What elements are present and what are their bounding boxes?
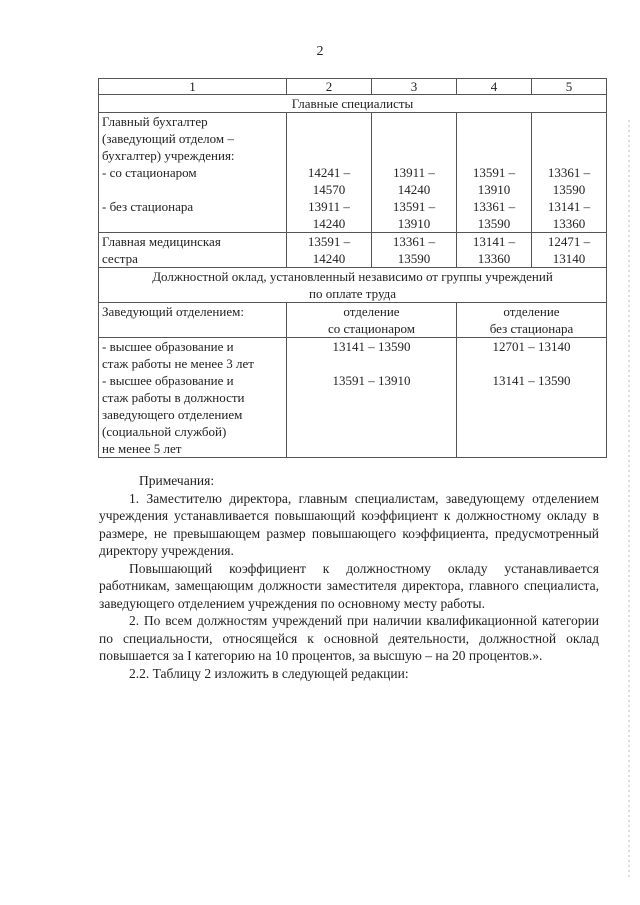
column-header-without-hospital: отделение без стационара	[457, 303, 607, 338]
note-paragraph: Повышающий коэффициент к должностному окладу устанавливается работникам, замещающим должности заместителя директора, главного специалиста, заведующего отделением учреждения по основному месту работы.	[99, 560, 599, 611]
notes-title: Примечания:	[139, 473, 215, 488]
row-label	[99, 113, 287, 233]
label-line: - со стационаром	[102, 165, 197, 180]
table-row-head-of-department-values	[99, 338, 607, 458]
note-paragraph: 1. Заместителю директора, главным специалистам, заведующему отделением учреждения устанавливается повышающий коэффициент к должностному окладу в размере, не превышающем размер повышающего коэффициента, предусмотренный директору учреждения.	[99, 490, 599, 558]
header-cell: 4	[457, 79, 532, 95]
header-cell: 1	[99, 79, 287, 95]
note-paragraph: 2. По всем должностям учреждений при наличии квалификационной категории по специальности, относящейся к основной деятельности, должностной оклад повышается за I категорию на 10 процентов, за высшую – на 20 процентов.».	[99, 613, 599, 663]
header-cell: 3	[372, 79, 457, 95]
note-paragraph: 2.2. Таблицу 2 изложить в следующей редакции:	[129, 665, 409, 681]
scan-edge-artifact	[628, 120, 630, 880]
row-label: - высшее образование и стаж работы не менее 3 лет - высшее образование и стаж работы в должности заведующего отделением (социальной службой) не менее 5 лет	[99, 338, 287, 458]
table-row-chief-nurse	[99, 233, 607, 268]
value-cell: 14241 – 14570 13911 – 14240	[287, 113, 372, 233]
section-row-main-specialists	[99, 95, 607, 113]
value-cell: 13141 – 13360	[457, 233, 532, 268]
salary-table	[98, 78, 607, 458]
header-cell: 5	[532, 79, 607, 95]
section-title: Должностной оклад, установленный независимо от группы учреждений по оплате труда	[99, 268, 607, 303]
table-row-head-of-department-header	[99, 303, 607, 338]
value-cell: 13361 – 13590 13141 – 13360	[532, 113, 607, 233]
page-number: 2	[316, 44, 324, 59]
notes-section	[99, 472, 599, 682]
label-line: бухгалтер) учреждения:	[102, 148, 235, 163]
row-label: Заведующий отделением:	[99, 303, 287, 338]
table-row-chief-accountant	[99, 113, 607, 233]
value-cell: 13591 – 13910 13361 – 13590	[457, 113, 532, 233]
value-cell: 13911 – 14240 13591 – 13910	[372, 113, 457, 233]
header-cell: 2	[287, 79, 372, 95]
value-cell: 13141 – 13590 13591 – 13910	[287, 338, 457, 458]
label-line: - без стационара	[102, 199, 194, 214]
label-line: Главный бухгалтер	[102, 114, 208, 129]
section-row-independent-salary	[99, 268, 607, 303]
value-cell: 12701 – 13140 13141 – 13590	[457, 338, 607, 458]
value-cell: 13361 – 13590	[372, 233, 457, 268]
label-line: (заведующий отделом –	[102, 131, 234, 146]
value-cell: 12471 – 13140	[532, 233, 607, 268]
value-cell: 13591 – 14240	[287, 233, 372, 268]
section-title: Главные специалисты	[99, 95, 607, 113]
column-header-with-hospital: отделение со стационаром	[287, 303, 457, 338]
table-header-row	[99, 79, 607, 95]
row-label: Главная медицинская сестра	[99, 233, 287, 268]
